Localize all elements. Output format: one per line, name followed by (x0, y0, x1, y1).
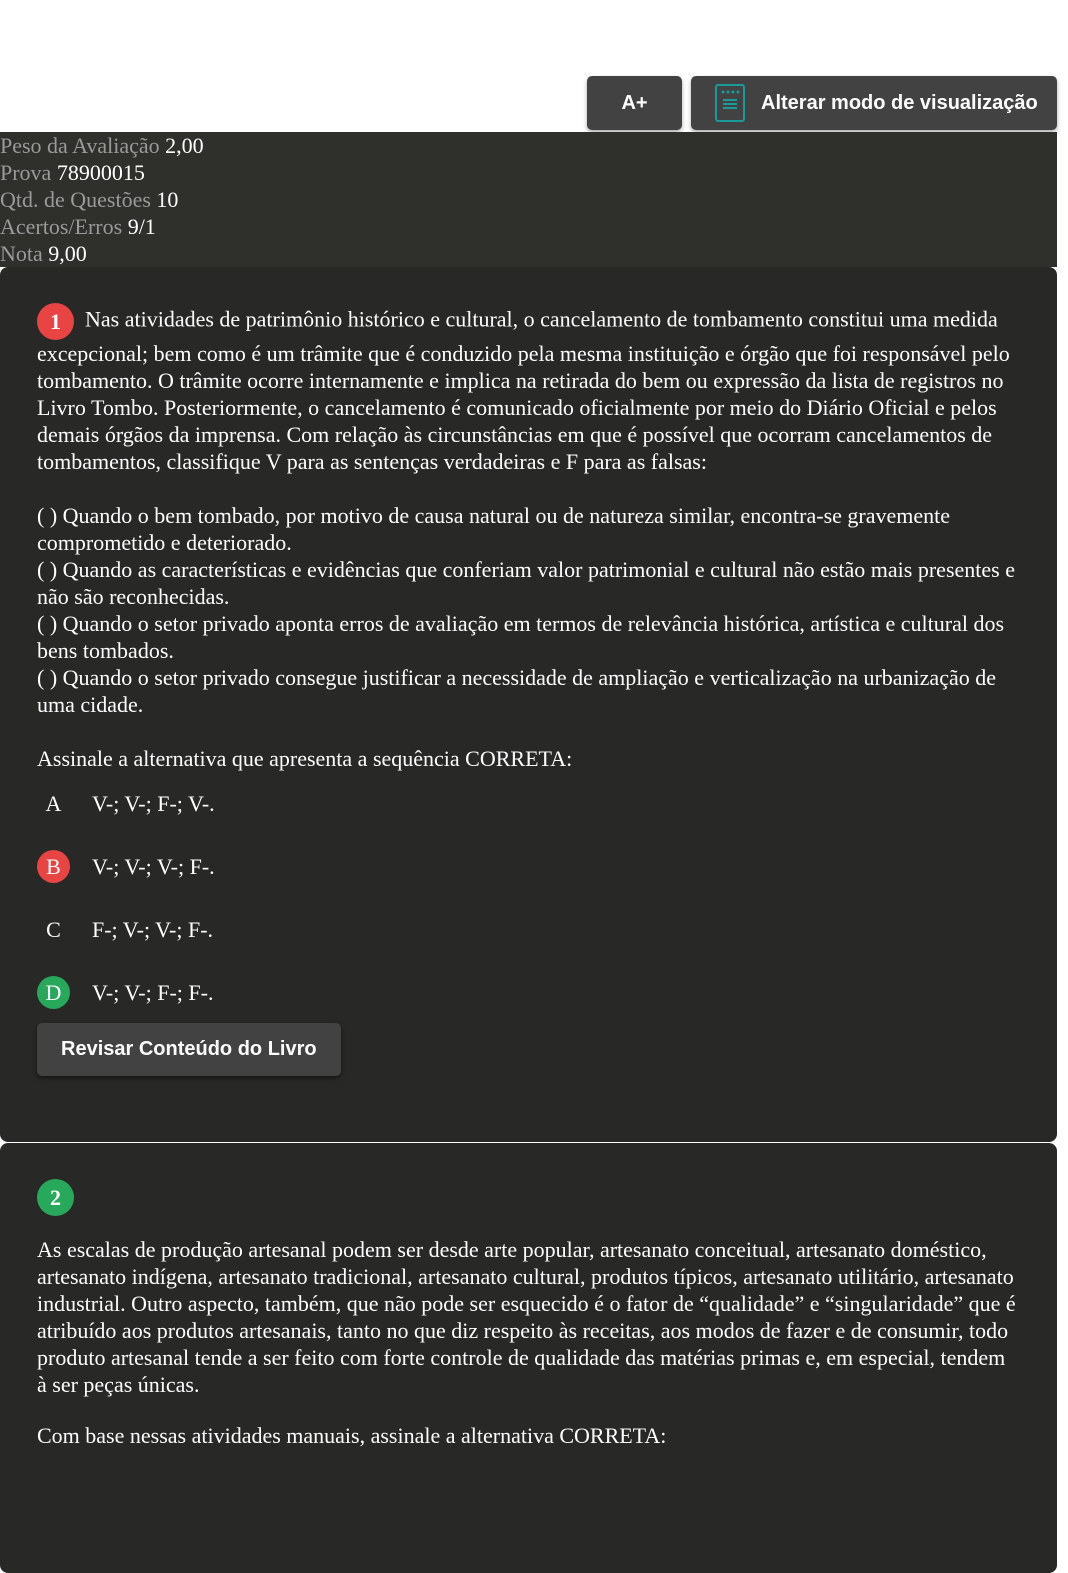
summary-row (0, 186, 1057, 213)
option-letter-correct: D (37, 976, 70, 1009)
option-letter: C (46, 916, 61, 942)
statement: ( ) Quando o bem tombado, por motivo de causa natural ou de natureza similar, encontra-se gravemente comprometido e deteriorado. (37, 503, 951, 555)
summary-value: 9,00 (48, 241, 87, 266)
summary-label: Nota (0, 241, 43, 266)
summary-label: Acertos/Erros (0, 214, 123, 239)
question-text (37, 303, 1020, 475)
option-a[interactable] (37, 786, 1020, 820)
statement: ( ) Quando o setor privado consegue justificar a necessidade de ampliação e verticalização na urbanização de uma cidade. (37, 665, 996, 717)
summary-value: 78900015 (56, 160, 145, 185)
exam-summary (0, 132, 1057, 267)
question-card-1 (0, 267, 1057, 1142)
option-text: V-; V-; F-; V-. (92, 790, 215, 816)
font-size-button[interactable]: A+ (587, 76, 682, 130)
question-number-badge: 1 (37, 303, 74, 340)
summary-label: Qtd. de Questões (0, 187, 151, 212)
summary-value: 2,00 (165, 133, 204, 158)
summary-value: 10 (156, 187, 179, 212)
option-letter: A (45, 790, 62, 816)
option-d[interactable] (37, 975, 1020, 1009)
statement: ( ) Quando as características e evidências que conferiam valor patrimonial e cultural não estão mais presentes e não são reconhecidas. (37, 557, 1015, 609)
summary-row (0, 240, 1057, 267)
summary-row (0, 213, 1057, 240)
change-view-mode-label: Alterar modo de visualização (761, 91, 1038, 114)
question-intro: Nas atividades de patrimônio histórico e cultural, o cancelamento de tombamento constitui uma medida excepcional; bem como é um trâmite que é conduzido pela mesma instituição e órgão que foi responsável pelo tombamento. O trâmite ocorre internamente e implica na retirada do bem ou expressão da lista de registros no Livro Tombo. Posteriormente, o cancelamento é comunicado oficialmente por meio do Diário Oficial e pelos demais órgãos da imprensa. Com relação às circunstâncias em que é possível que ocorram cancelamentos de tombamentos, classifique V para as sentenças verdadeiras e F para as falsas: (37, 306, 1010, 474)
option-text: V-; V-; V-; F-. (92, 853, 215, 879)
option-b[interactable] (37, 849, 1020, 883)
review-book-button[interactable]: Revisar Conteúdo do Livro (37, 1023, 341, 1076)
option-text: F-; V-; V-; F-. (92, 916, 214, 942)
summary-row (0, 132, 1057, 159)
change-view-mode-button[interactable] (691, 76, 1057, 130)
summary-row (0, 159, 1057, 186)
question-prompt: Com base nessas atividades manuais, assinale a alternativa CORRETA: (37, 1423, 667, 1448)
document-icon (715, 84, 745, 122)
option-letter-wrong: B (37, 850, 70, 883)
question-card-2 (0, 1143, 1057, 1573)
summary-value: 9/1 (127, 214, 156, 239)
option-text: V-; V-; F-; F-. (92, 979, 214, 1005)
question-prompt: Assinale a alternativa que apresenta a sequência CORRETA: (37, 746, 573, 771)
option-c[interactable] (37, 912, 1020, 946)
summary-label: Peso da Avaliação (0, 133, 160, 158)
question-intro: As escalas de produção artesanal podem ser desde arte popular, artesanato conceitual, artesanato doméstico, artesanato indígena, artesanato tradicional, artesanato cultural, produtos típicos, artesanato utilitário, artesanato industrial. Outro aspecto, também, que não pode ser esquecido é o fator de “qualidade” e “singularidade” que é atribuído aos produtos artesanais, tanto no que diz respeito às receitas, aos modos de fazer e de consumir, todo produto artesanal tende a ser feito com forte controle de qualidade das matérias primas e, em especial, tendem à ser peças únicas. (37, 1237, 1016, 1397)
question-number-badge: 2 (37, 1179, 74, 1216)
summary-label: Prova (0, 160, 52, 185)
statement: ( ) Quando o setor privado aponta erros de avaliação em termos de relevância histórica, artística e cultural dos bens tombados. (37, 611, 1005, 663)
